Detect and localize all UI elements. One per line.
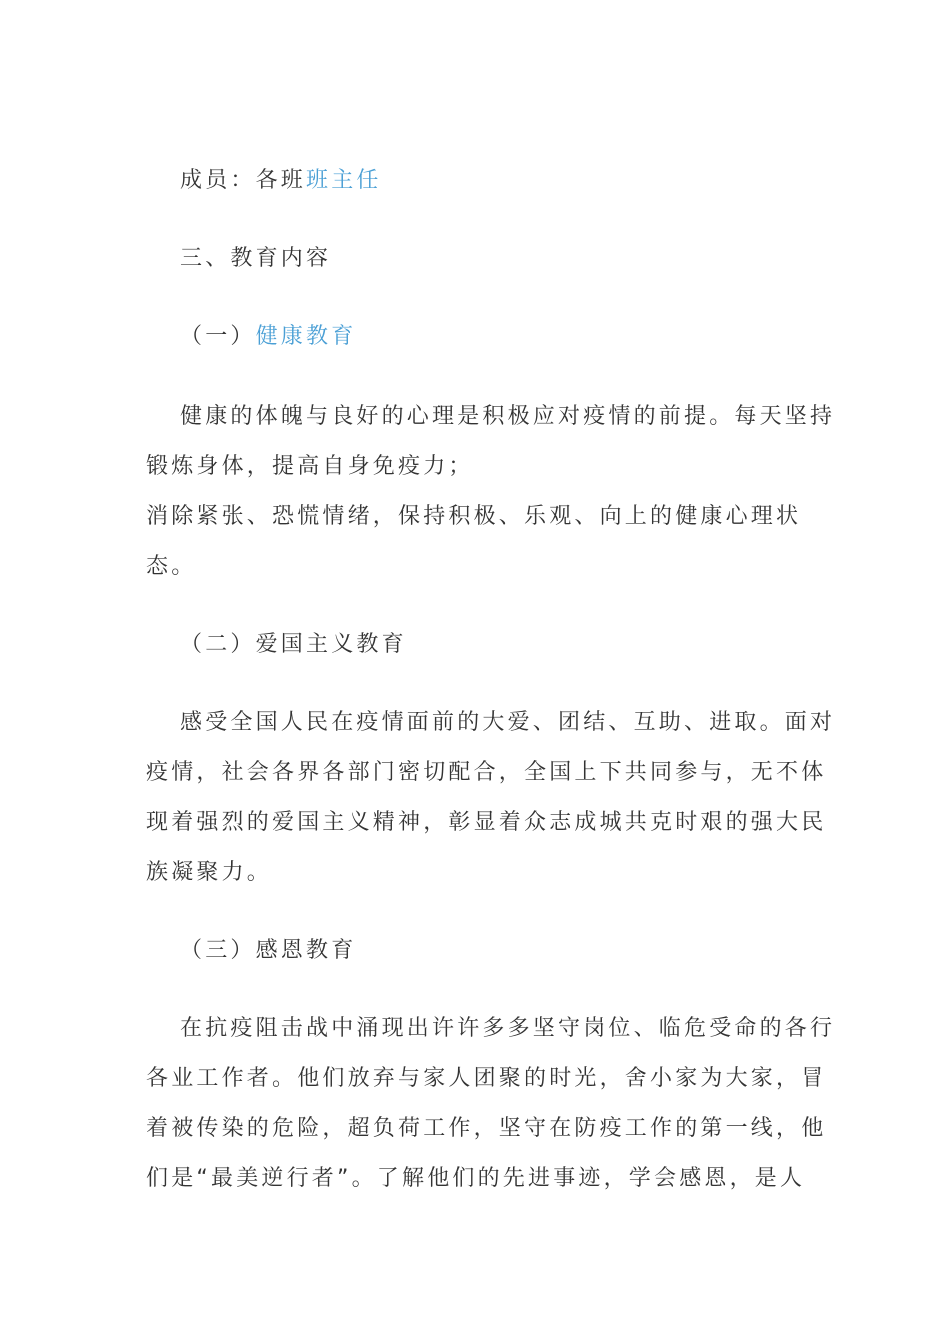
part2-heading: （二）爱国主义教育 (180, 632, 407, 657)
part1-paragraph-line: 消除紧张、恐慌情绪，保持积极、乐观、向上的健康心理状 (146, 504, 802, 529)
part2-paragraph-line: 现着强烈的爱国主义精神，彰显着众志成城共克时艰的强大民 (146, 810, 827, 835)
part1-paragraph-line: 锻炼身体，提高自身免疫力； (146, 454, 474, 479)
part3-heading: （三）感恩教育 (180, 938, 357, 963)
part1-heading (180, 322, 356, 352)
head-teacher-link[interactable]: 班主任 (306, 168, 382, 193)
part1-paragraph-line: 健康的体魄与良好的心理是积极应对疫情的前提。每天坚持 (180, 404, 836, 429)
part2-paragraph-line: 疫情，社会各界各部门密切配合，全国上下共同参与，无不体 (146, 760, 827, 785)
part3-paragraph-line: 着被传染的危险，超负荷工作，坚守在防疫工作的第一线，他 (146, 1116, 827, 1141)
members-label: 成员：各班 (180, 168, 307, 193)
part3-paragraph-line: 在抗疫阻击战中涌现出许许多多坚守岗位、临危受命的各行 (180, 1016, 836, 1041)
part3-paragraph-line: 各业工作者。他们放弃与家人团聚的时光，舍小家为大家，冒 (146, 1066, 827, 1091)
section-three-heading: 三、教育内容 (180, 246, 332, 271)
part2-paragraph-line: 感受全国人民在疫情面前的大爱、团结、互助、进取。面对 (180, 710, 836, 735)
part1-prefix: （一） (180, 324, 256, 349)
members-line (180, 166, 382, 196)
part3-paragraph-line: 们是“最美逆行者”。了解他们的先进事迹，学会感恩，是人 (146, 1166, 806, 1191)
health-education-link[interactable]: 健康教育 (255, 324, 357, 349)
part1-paragraph-line: 态。 (146, 554, 197, 579)
part2-paragraph-line: 族凝聚力。 (146, 860, 273, 885)
